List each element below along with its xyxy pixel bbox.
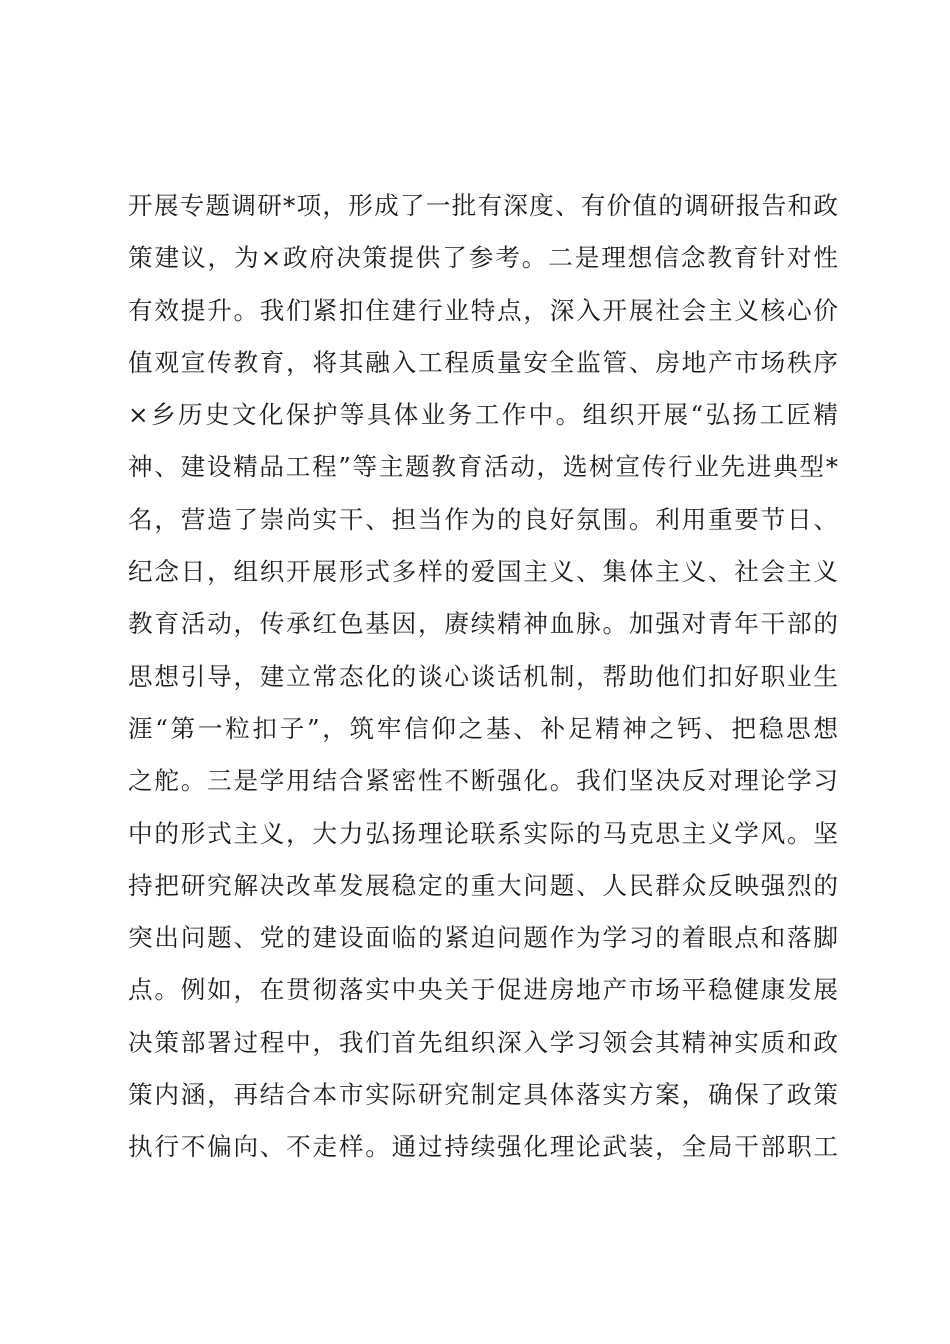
- text-line-14: 持把研究解决改革发展稳定的重大问题、人民群众反映强烈的: [128, 870, 838, 900]
- text-line-17: 决策部署过程中，我们首先组织深入学习领会其精神实质和政: [128, 1027, 838, 1057]
- body-text: [128, 180, 838, 1174]
- text-line-10: 思想引导，建立常态化的谈心谈话机制，帮助他们扣好职业生: [128, 661, 838, 691]
- text-line-12: 之舵。三是学用结合紧密性不断强化。我们坚决反对理论学习: [128, 766, 838, 796]
- text-line-15: 突出问题、党的建设面临的紧迫问题作为学习的着眼点和落脚: [128, 923, 838, 953]
- text-line-1: 开展专题调研*项，形成了一批有深度、有价值的调研报告和政: [128, 191, 838, 220]
- text-line-7: 名，营造了崇尚实干、担当作为的良好氛围。利用重要节日、: [128, 504, 838, 534]
- text-line-5: ×乡历史文化保护等具体业务工作中。组织开展“弘扬工匠精: [128, 400, 838, 430]
- text-line-4: 值观宣传教育，将其融入工程质量安全监管、房地产市场秩序: [128, 347, 838, 377]
- text-line-13: 中的形式主义，大力弘扬理论联系实际的马克思主义学风。坚: [128, 818, 838, 848]
- text-line-16: 点。例如，在贯彻落实中央关于促进房地产市场平稳健康发展: [128, 975, 838, 1005]
- text-line-19: 执行不偏向、不走样。通过持续强化理论武装，全局干部职工: [128, 1132, 838, 1162]
- text-line-11: 涯“第一粒扣子”，筑牢信仰之基、补足精神之钙、把稳思想: [128, 713, 838, 743]
- text-line-3: 有效提升。我们紧扣住建行业特点，深入开展社会主义核心价: [128, 295, 838, 325]
- text-line-8: 纪念日，组织开展形式多样的爱国主义、集体主义、社会主义: [128, 557, 838, 587]
- text-line-2: 策建议，为×政府决策提供了参考。二是理想信念教育针对性: [128, 243, 838, 273]
- text-line-9: 教育活动，传承红色基因，赓续精神血脉。加强对青年干部的: [128, 609, 838, 639]
- text-line-6: 神、建设精品工程”等主题教育活动，选树宣传行业先进典型*: [128, 452, 838, 482]
- text-line-18: 策内涵，再结合本市实际研究制定具体落实方案，确保了政策: [128, 1080, 838, 1110]
